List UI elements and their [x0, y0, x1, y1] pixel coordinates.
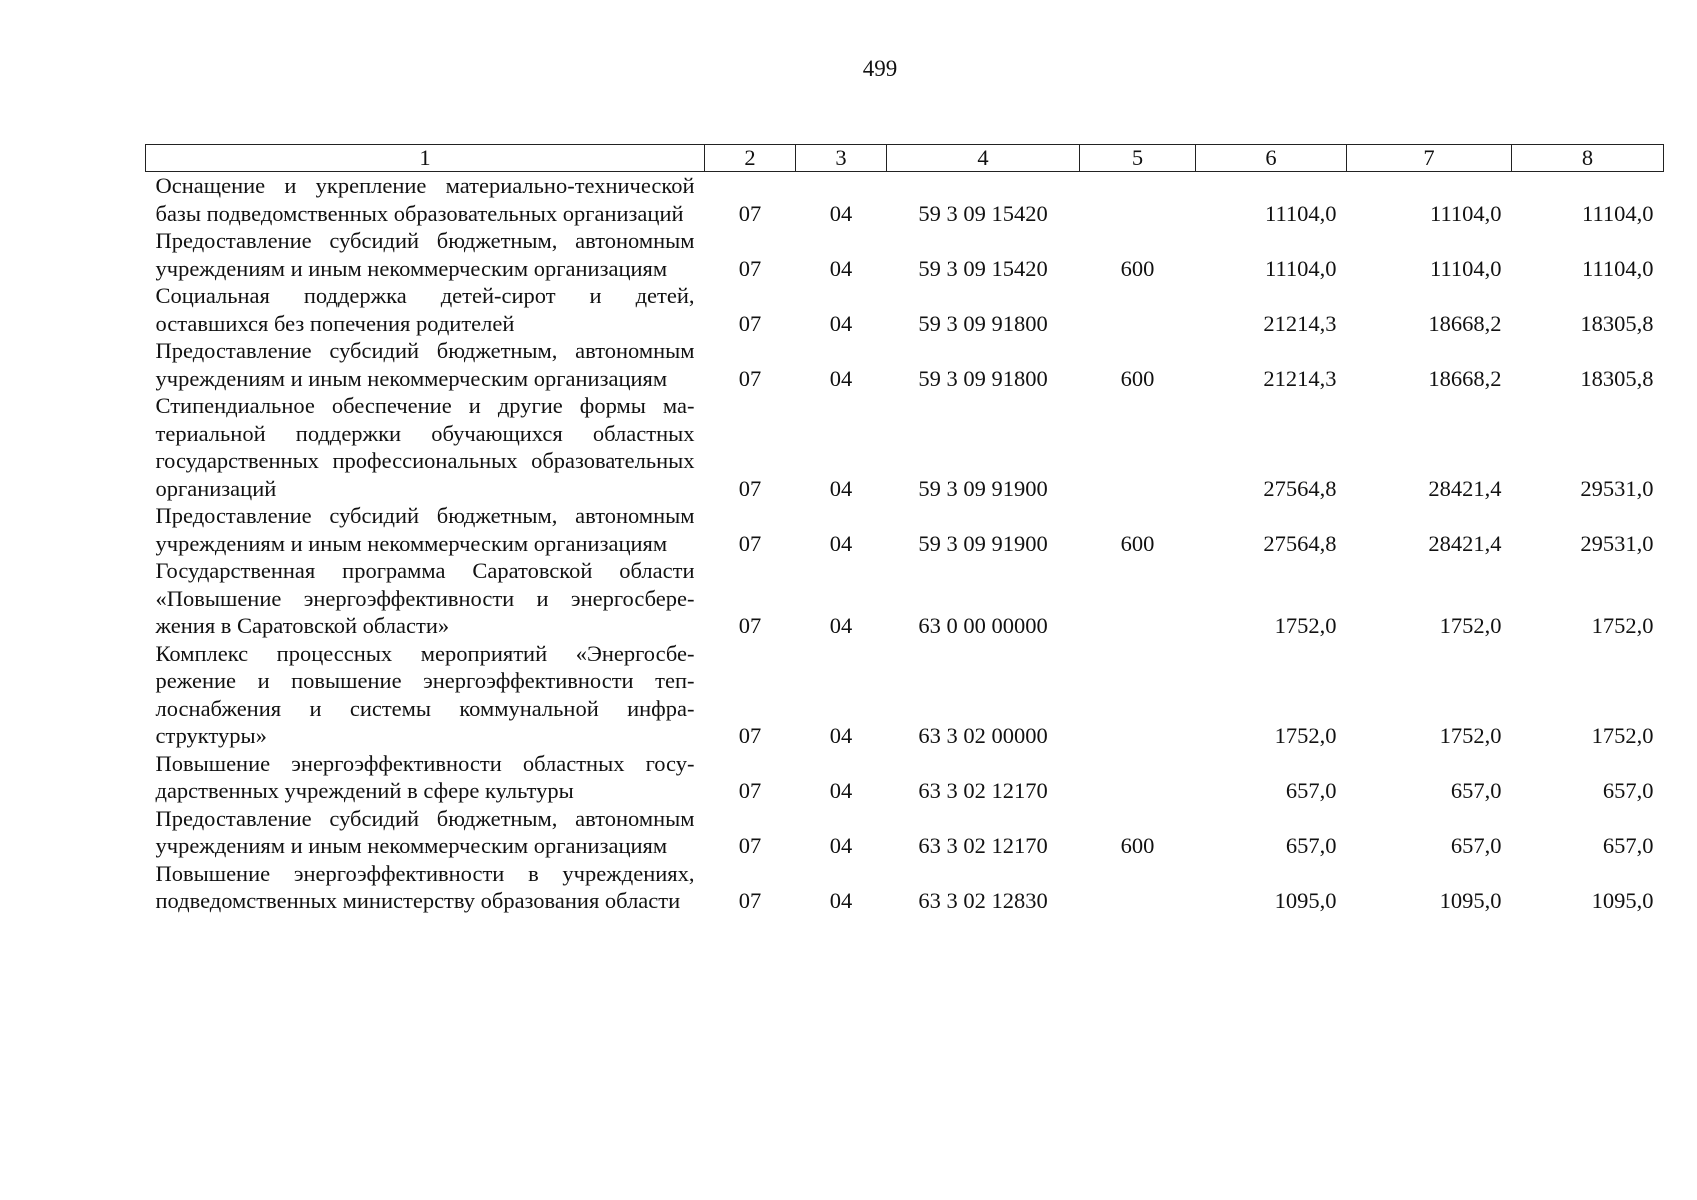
row-description: Повышение энергоэффективности в учреждениях, подведомственных министерству образования области [155, 860, 695, 913]
expense-type-code: 600 [1120, 833, 1155, 858]
table-row [146, 805, 1664, 860]
section-code: 07 [738, 255, 762, 281]
target-article-code: 59 3 09 91900 [918, 475, 1048, 501]
amount-year-2: 1752,0 [1439, 613, 1502, 638]
row-description: Комплекс процессных мероприятий «Энергосбережение и повышение энергоэффективности теплоснабжения и системы коммунальной инфраструктуры» [155, 640, 695, 748]
amount-year-1: 27564,8 [1263, 530, 1337, 556]
table-row [146, 172, 1664, 228]
header-cell-description: 1 [146, 145, 705, 172]
table-body [146, 172, 1664, 915]
amount-year-3: 1752,0 [1591, 723, 1654, 748]
expense-type-code [1080, 392, 1196, 502]
table-row [146, 392, 1664, 502]
section-code: 07 [738, 200, 762, 226]
amount-year-2: 28421,4 [1428, 530, 1502, 556]
header-cell-expense-type: 5 [1080, 145, 1196, 172]
section-code: 07 [738, 365, 762, 391]
header-cell-subsection: 3 [796, 145, 887, 172]
amount-year-2: 657,0 [1450, 833, 1502, 858]
section-code: 07 [738, 778, 762, 803]
expense-type-code [1080, 750, 1196, 805]
expense-type-code [1080, 557, 1196, 640]
amount-year-3: 18305,8 [1580, 310, 1654, 336]
amount-year-1: 657,0 [1285, 778, 1337, 803]
table-row [146, 750, 1664, 805]
table-row [146, 282, 1664, 337]
subsection-code: 04 [829, 475, 853, 501]
row-description: Государственная программа Саратовской области «Повышение энергоэффективности и энергосбережения в Саратовской области» [155, 558, 695, 638]
amount-year-1: 11104,0 [1265, 255, 1337, 281]
amount-year-3: 11104,0 [1582, 200, 1654, 226]
table-row [146, 337, 1664, 392]
expense-type-code [1080, 172, 1196, 228]
amount-year-2: 657,0 [1450, 778, 1502, 803]
table-row [146, 860, 1664, 915]
expense-type-code [1080, 860, 1196, 915]
section-code: 07 [738, 475, 762, 501]
table-row [146, 640, 1664, 750]
subsection-code: 04 [829, 723, 853, 748]
header-row [146, 145, 1664, 172]
amount-year-1: 27564,8 [1263, 475, 1337, 501]
amount-year-1: 21214,3 [1263, 310, 1337, 336]
amount-year-3: 29531,0 [1580, 475, 1654, 501]
expense-type-code [1080, 640, 1196, 750]
header-cell-year-1: 6 [1196, 145, 1347, 172]
subsection-code: 04 [829, 365, 853, 391]
section-code: 07 [738, 310, 762, 336]
expense-type-code: 600 [1120, 255, 1155, 281]
page-number: 499 [862, 56, 898, 81]
target-article-code: 63 3 02 12170 [918, 833, 1048, 858]
amount-year-2: 1095,0 [1439, 888, 1502, 913]
section-code: 07 [738, 833, 762, 858]
subsection-code: 04 [829, 255, 853, 281]
amount-year-2: 1752,0 [1439, 723, 1502, 748]
section-code: 07 [738, 530, 762, 556]
row-description: Повышение энергоэффективности областных государственных учреждений в сфере культуры [155, 750, 695, 803]
row-description: Предоставление субсидий бюджетным, автономным учреждениям и иным некоммерческим организациям [155, 338, 695, 391]
target-article-code: 59 3 09 15420 [918, 200, 1048, 226]
amount-year-2: 11104,0 [1430, 255, 1502, 281]
section-code: 07 [738, 888, 762, 913]
header-cell-year-2: 7 [1347, 145, 1512, 172]
target-article-code: 63 3 02 00000 [918, 723, 1048, 748]
amount-year-3: 18305,8 [1580, 365, 1654, 391]
subsection-code: 04 [829, 613, 853, 638]
section-code: 07 [738, 613, 762, 638]
header-cell-year-3: 8 [1512, 145, 1664, 172]
amount-year-1: 1752,0 [1274, 723, 1337, 748]
table-row [146, 227, 1664, 282]
amount-year-3: 657,0 [1602, 778, 1654, 803]
target-article-code: 59 3 09 91900 [918, 530, 1048, 556]
amount-year-3: 29531,0 [1580, 530, 1654, 556]
subsection-code: 04 [829, 778, 853, 803]
amount-year-1: 657,0 [1285, 833, 1337, 858]
section-code: 07 [738, 723, 762, 748]
expense-type-code: 600 [1120, 365, 1155, 391]
budget-table [145, 144, 1664, 915]
amount-year-2: 28421,4 [1428, 475, 1502, 501]
expense-type-code: 600 [1120, 530, 1155, 556]
amount-year-1: 1752,0 [1274, 613, 1337, 638]
expense-type-code [1080, 282, 1196, 337]
header-cell-target-article: 4 [887, 145, 1080, 172]
amount-year-2: 18668,2 [1428, 310, 1502, 336]
row-description: Стипендиальное обеспечение и другие формы материальной поддержки обучающихся областных государственных профессиональных образовательных организаций [155, 393, 695, 501]
row-description: Оснащение и укрепление материально-технической базы подведомственных образовательных организаций [155, 173, 695, 226]
subsection-code: 04 [829, 310, 853, 336]
target-article-code: 59 3 09 91800 [918, 365, 1048, 391]
amount-year-3: 657,0 [1602, 833, 1654, 858]
target-article-code: 63 3 02 12170 [918, 778, 1048, 803]
table-header [146, 145, 1664, 172]
target-article-code: 59 3 09 15420 [918, 255, 1048, 281]
amount-year-2: 18668,2 [1428, 365, 1502, 391]
table-row [146, 557, 1664, 640]
amount-year-3: 1752,0 [1591, 613, 1654, 638]
amount-year-1: 11104,0 [1265, 200, 1337, 226]
target-article-code: 63 0 00 00000 [918, 613, 1048, 638]
subsection-code: 04 [829, 200, 853, 226]
table-row [146, 502, 1664, 557]
amount-year-1: 1095,0 [1274, 888, 1337, 913]
row-description: Социальная поддержка детей-сирот и детей, оставшихся без попечения родителей [155, 283, 695, 336]
amount-year-1: 21214,3 [1263, 365, 1337, 391]
row-description: Предоставление субсидий бюджетным, автономным учреждениям и иным некоммерческим организациям [155, 503, 695, 556]
subsection-code: 04 [829, 530, 853, 556]
row-description: Предоставление субсидий бюджетным, автономным учреждениям и иным некоммерческим организациям [155, 805, 695, 858]
amount-year-3: 1095,0 [1591, 888, 1654, 913]
subsection-code: 04 [829, 888, 853, 913]
row-description: Предоставление субсидий бюджетным, автономным учреждениям и иным некоммерческим организациям [155, 228, 695, 281]
target-article-code: 59 3 09 91800 [918, 310, 1048, 336]
target-article-code: 63 3 02 12830 [918, 888, 1048, 913]
subsection-code: 04 [829, 833, 853, 858]
amount-year-3: 11104,0 [1582, 255, 1654, 281]
amount-year-2: 11104,0 [1430, 200, 1502, 226]
header-cell-section: 2 [705, 145, 796, 172]
